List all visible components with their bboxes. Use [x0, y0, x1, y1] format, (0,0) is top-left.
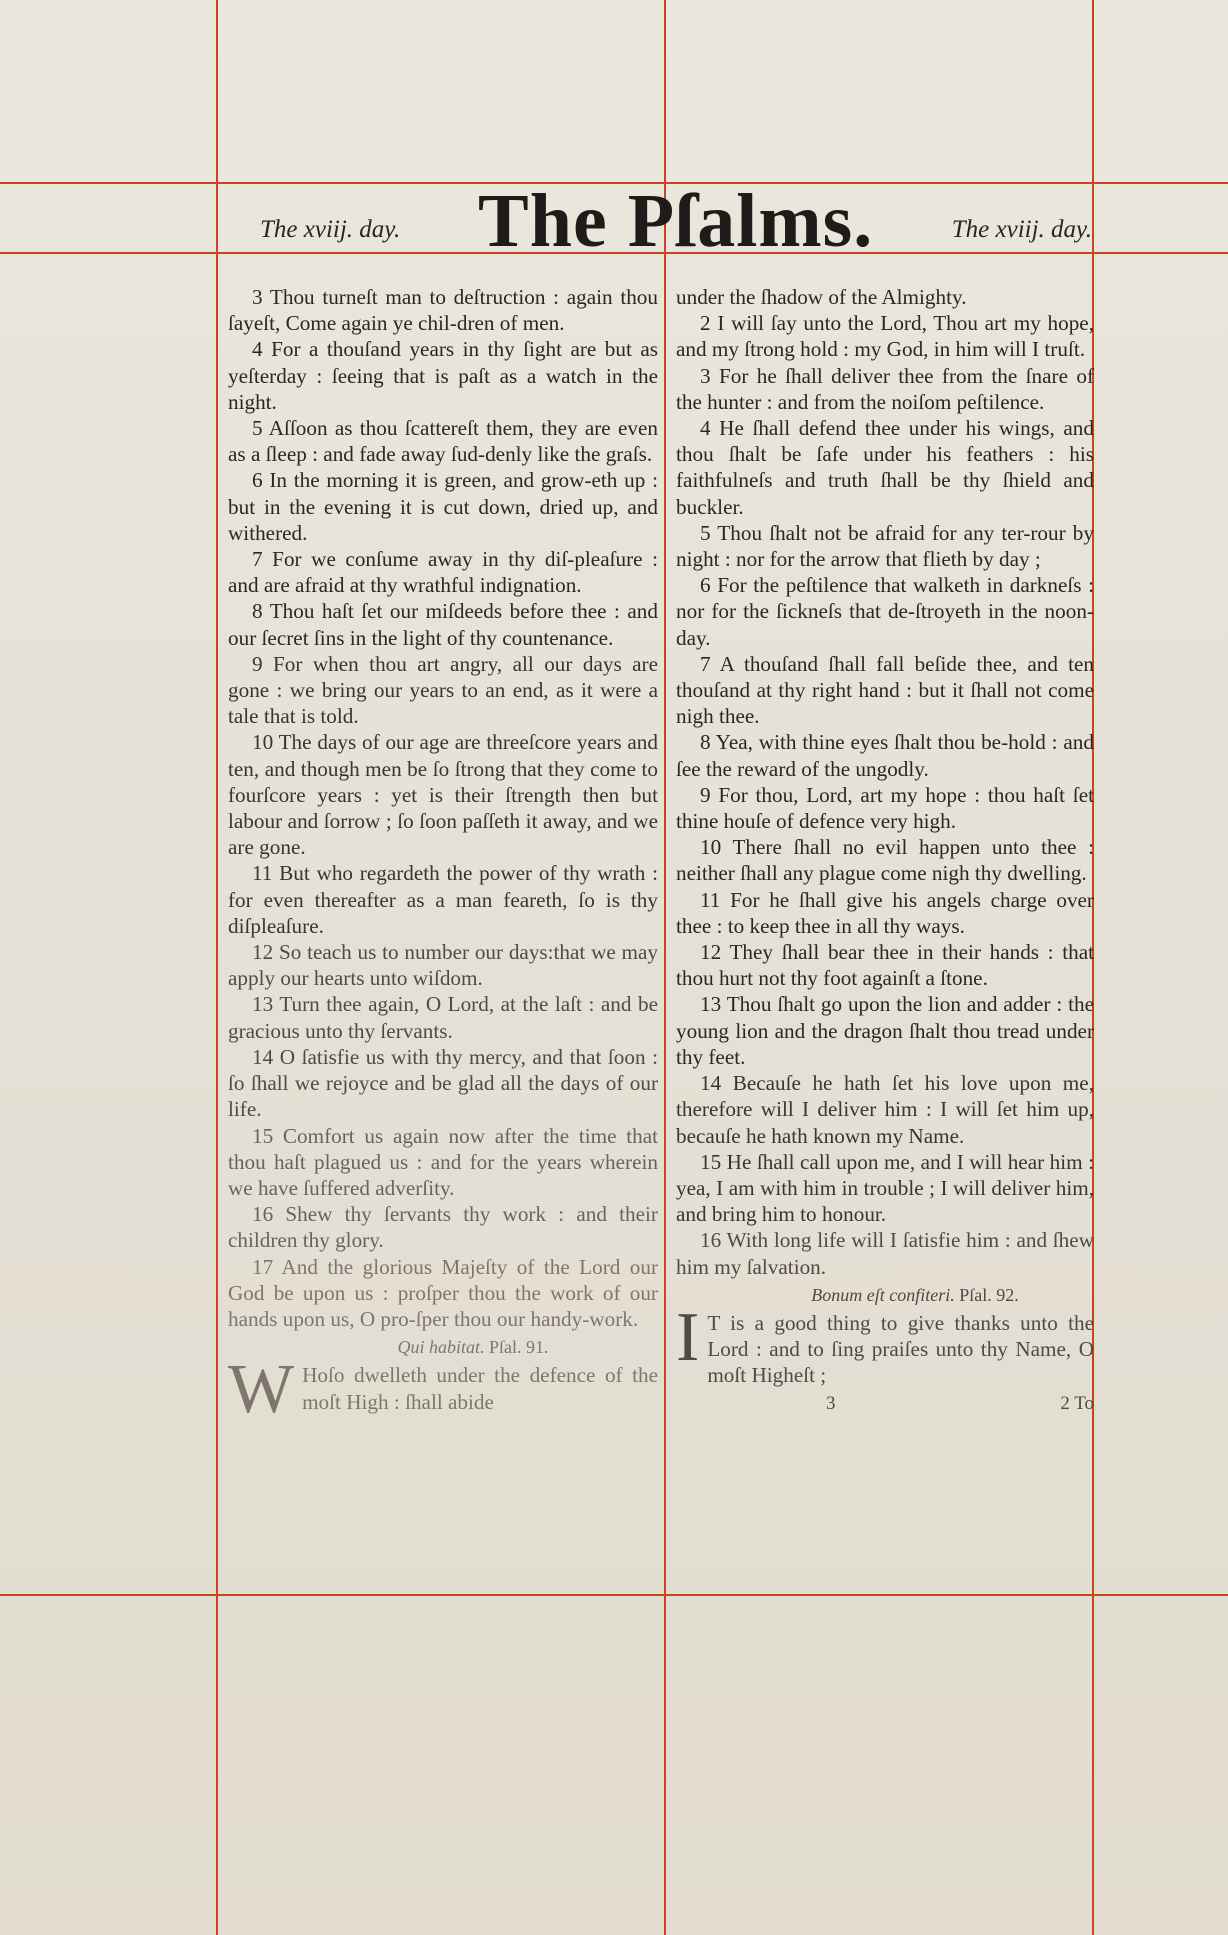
verse: under the ſhadow of the Almighty.	[676, 285, 967, 309]
bottom-rule	[0, 1594, 1228, 1596]
verse: 12 They ſhall bear thee in their hands : that thou hurt not thy foot againſt a ſtone.	[676, 940, 1094, 991]
psalm-92-verse-1	[676, 1298, 1094, 1389]
verse: 16 With long life will I ſatisfie him : and ſhew him my ſalvation.	[676, 1228, 1094, 1279]
verse: 16 Shew thy ſervants thy work : and their children thy glory.	[228, 1202, 658, 1253]
verse: 7 A thouſand ſhall fall beſide thee, and ten thouſand at thy right hand : but it ſhall not come nigh thee.	[676, 651, 1094, 729]
verse: 14 O ſatisfie us with thy mercy, and that ſoon : ſo ſhall we rejoyce and be glad all the days of our life.	[228, 1044, 658, 1122]
verse: 4 For a thouſand years in thy ſight are but as yeſterday : ſeeing that is paſt as a watch in the night.	[228, 337, 658, 414]
psalm-incipit: Bonum eſt confiteri.	[811, 1284, 955, 1305]
psalm-number: Pſal. 91.	[489, 1337, 549, 1358]
page-title: The Pſalms.	[478, 179, 874, 263]
verse: 10 There ſhall no evil happen unto thee : neither ſhall any plague come nigh thy dwelling.	[676, 835, 1094, 886]
verse: 10 The days of our age are threeſcore years and ten, and though men be ſo ſtrong that they come to fourſcore years : yet is their ſtrength then but labour and ſorrow ; ſo ſoon paſſeth it away, and we are gone.	[228, 730, 658, 860]
verse: 5 Aſſoon as thou ſcattereſt them, they are even as a ſleep : and fade away ſud-denly like the graſs.	[228, 416, 658, 467]
left-margin-rule	[216, 0, 218, 1935]
verse: 4 He ſhall defend thee under his wings, and thou ſhalt be ſafe under his feathers : his faithfulneſs and truth ſhall be thy ſhield and buckler.	[676, 416, 1094, 519]
verse: 15 Comfort us again now after the time that thou haſt plagued us : and for the years wherein we have ſuffered adverſity.	[228, 1123, 658, 1200]
verse: 7 For we conſume away in thy diſ-pleaſure : and are afraid at thy wrathful indignation.	[228, 547, 658, 598]
verse: 5 Thou ſhalt not be afraid for any ter-rour by night : nor for the arrow that flieth by day ;	[676, 520, 1094, 572]
center-column-rule	[664, 0, 666, 1935]
verse-text: T is a good thing to give thanks unto the Lord : and to ſing praiſes unto thy Name, O moſt Higheſt ;	[707, 1310, 1094, 1388]
verse: 14 Becauſe he hath ſet his love upon me, therefore will I deliver him : I will ſet him up, becauſe he hath known my Name.	[676, 1071, 1094, 1148]
page-footer	[676, 1391, 1094, 1417]
signature-mark: 3	[826, 1392, 836, 1414]
verse: 9 For when thou art angry, all our days are gone : we bring our years to an end, as it were a tale that is told.	[228, 651, 658, 729]
verse: 8 Yea, with thine eyes ſhalt thou be-hold : and ſee the reward of the ungodly.	[676, 730, 1094, 781]
running-header	[218, 179, 1092, 263]
drop-cap: W	[228, 1351, 295, 1429]
psalm-91-heading	[288, 1334, 658, 1360]
psalm-incipit: Qui habitat.	[397, 1337, 485, 1358]
header-day-right: The xviij. day.	[951, 216, 1092, 243]
catchword: 2 To	[1060, 1392, 1094, 1414]
header-day-left: The xviij. day.	[260, 216, 401, 243]
verse: 8 Thou haſt ſet our miſdeeds before thee : and our ſecret ſins in the light of thy countenance.	[228, 599, 658, 650]
verse: 15 He ſhall call upon me, and I will hear him : yea, I am with him in trouble ; I will deliver him, and bring him to honour.	[676, 1149, 1094, 1227]
verse: 12 So teach us to number our days:that we may apply our hearts unto wiſdom.	[228, 940, 658, 991]
verse: 13 Turn thee again, O Lord, at the laſt : and be gracious unto thy ſervants.	[228, 992, 658, 1043]
verse: 17 And the glorious Majeſty of the Lord our God be upon us : proſper thou the work of our hands upon us, O pro-ſper thou our handy-work.	[228, 1254, 658, 1331]
verse: 3 Thou turneſt man to deſtruction : again thou ſayeſt, Come again ye chil-dren of men.	[228, 285, 658, 336]
psalm-91-verse-1	[228, 1351, 658, 1429]
drop-cap: I	[676, 1298, 700, 1376]
verse: 11 For he ſhall give his angels charge over thee : to keep thee in all thy ways.	[676, 887, 1094, 938]
verse: 2 I will ſay unto the Lord, Thou art my hope, and my ſtrong hold : my God, in him will I truſt.	[676, 311, 1094, 362]
right-column	[676, 284, 1094, 1417]
verse: 6 For the peſtilence that walketh in darkneſs : nor for the ſickneſs that de-ſtroyeth in the noon-day.	[676, 573, 1094, 650]
verse: 6 In the morning it is green, and grow-eth up : but in the evening it is cut down, dried up, and withered.	[228, 468, 658, 545]
verse: 11 But who regardeth the power of thy wrath : for even thereafter as a man feareth, ſo is thy diſpleaſure.	[228, 861, 658, 938]
left-column	[228, 284, 658, 1429]
psalm-92-heading	[736, 1282, 1094, 1308]
psalm-number: Pſal. 92.	[959, 1284, 1019, 1305]
verse: 9 For thou, Lord, art my hope : thou haſt ſet thine houſe of defence very high.	[676, 782, 1094, 834]
verse: 13 Thou ſhalt go upon the lion and adder : the young lion and the dragon ſhalt thou tread under thy feet.	[676, 992, 1094, 1069]
verse-text: Hoſo dwelleth under the defence of the moſt High : ſhall abide	[302, 1363, 658, 1414]
verse: 3 For he ſhall deliver thee from the ſnare of the hunter : and from the noiſom peſtilence.	[676, 363, 1094, 414]
